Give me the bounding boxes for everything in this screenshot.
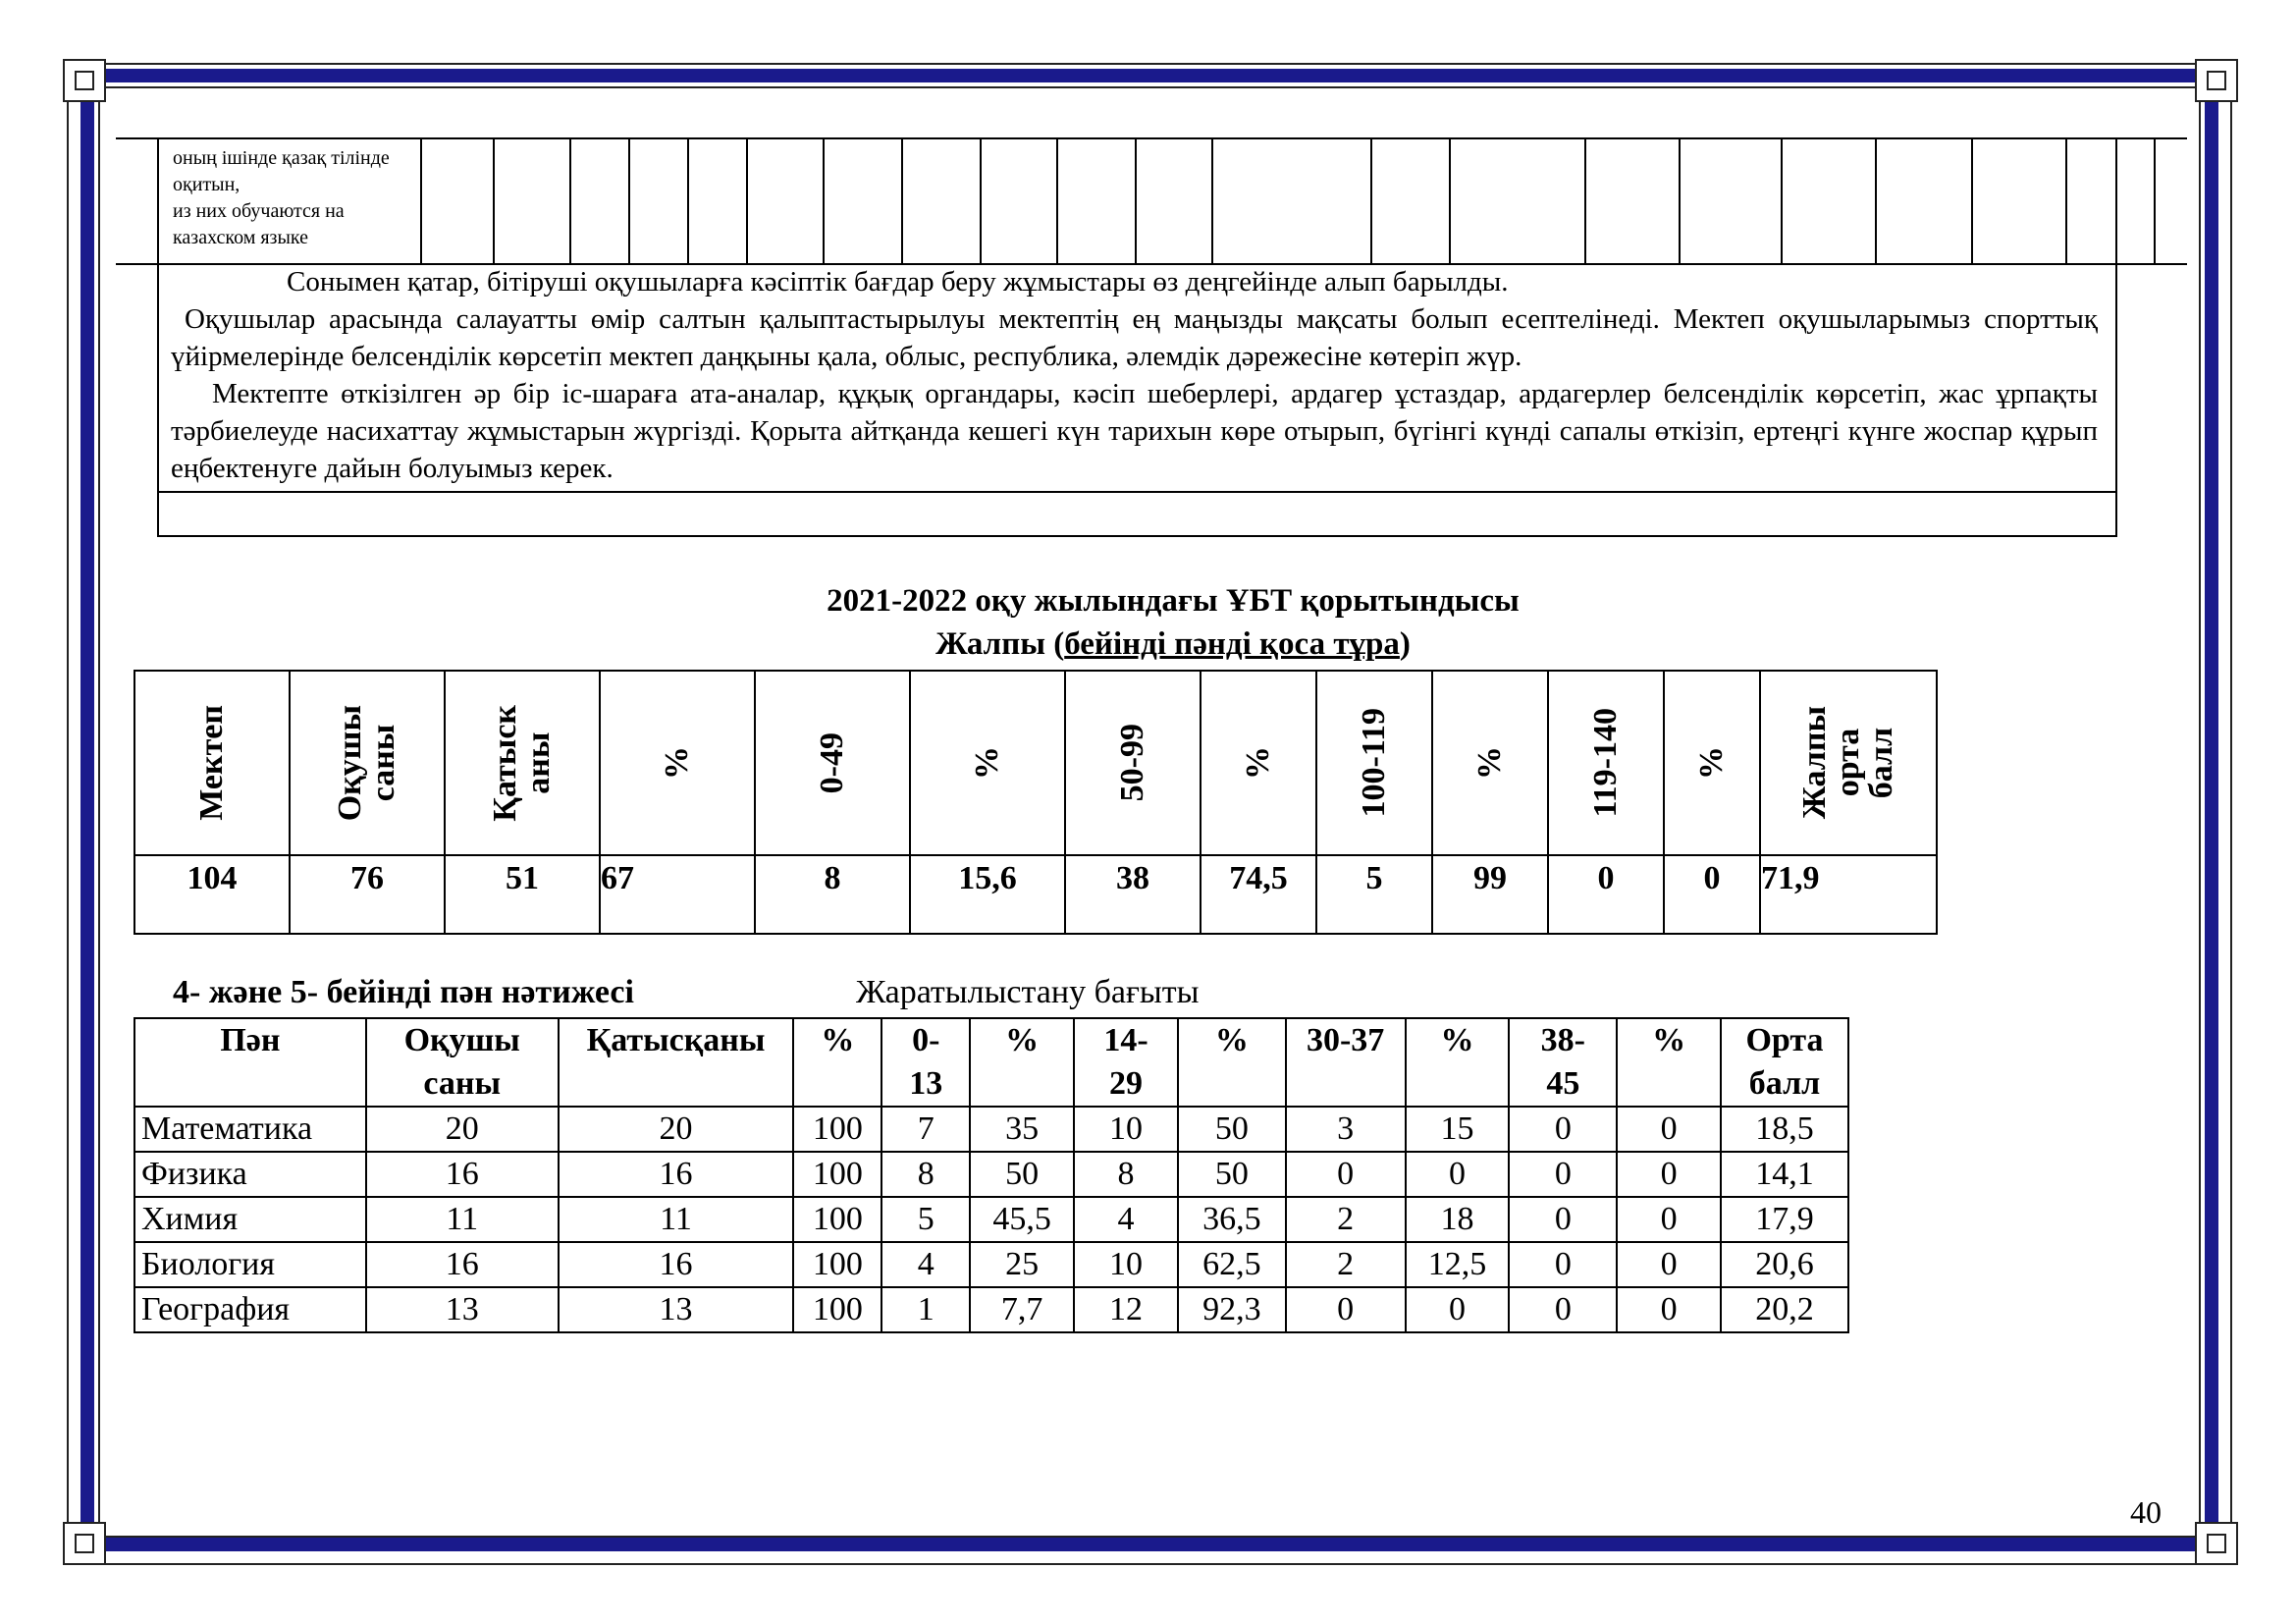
table-cell: 20 [559, 1107, 794, 1152]
table-cell: 4 [881, 1242, 970, 1287]
table-row [134, 1152, 1848, 1197]
corner-ornament-bl [63, 1522, 106, 1565]
corner-ornament-tl [63, 59, 106, 102]
subject-name-cell: География [134, 1287, 366, 1332]
empty-cell [689, 137, 748, 263]
header-cell: Оқушы саны [366, 1018, 559, 1107]
body-text [157, 263, 2117, 487]
subject-name-cell: Физика [134, 1152, 366, 1197]
table-cell: 0 [1286, 1287, 1406, 1332]
value-cell: 71,9 [1760, 855, 1937, 934]
results-title: 2021-2022 оқу жылындағы ҰБТ қорытындысы [827, 583, 1520, 619]
table-row [134, 1242, 1848, 1287]
results-subtitle [0, 626, 2296, 663]
value-cell: 76 [290, 855, 445, 934]
overall-value-row [134, 855, 1937, 934]
table-cell: 8 [1074, 1152, 1178, 1197]
value-cell: 15,6 [910, 855, 1065, 934]
table-row [134, 1107, 1848, 1152]
table-cell: 100 [793, 1152, 881, 1197]
direction-label: Жаратылыстану бағыты [856, 974, 1200, 1010]
subject-header-row [134, 1018, 1848, 1107]
table-cell: 16 [366, 1152, 559, 1197]
table-cell: 50 [1178, 1107, 1286, 1152]
overall-header-row [134, 671, 1937, 855]
table-cell: 0 [1509, 1107, 1617, 1152]
subject-name-cell: Биология [134, 1242, 366, 1287]
empty-cell [1213, 137, 1372, 263]
header-cell: 0- 13 [881, 1018, 970, 1107]
table-cell: 25 [970, 1242, 1074, 1287]
table-cell: 45,5 [970, 1197, 1074, 1242]
table-cell: 16 [559, 1242, 794, 1287]
value-cell: 51 [445, 855, 600, 934]
value-cell: 0 [1548, 855, 1664, 934]
value-cell: 104 [134, 855, 290, 934]
table-cell: 1 [881, 1287, 970, 1332]
header-cell: 38- 45 [1509, 1018, 1617, 1107]
empty-cell [1877, 137, 1973, 263]
table-cell: 18 [1406, 1197, 1510, 1242]
table-cell: 20,6 [1721, 1242, 1848, 1287]
value-cell: 74,5 [1201, 855, 1316, 934]
empty-cell [495, 137, 571, 263]
paragraph: Мектепте өткізілген әр бір іс-шараға ата-аналар, құқық органдары, кәсіп шеберлері, ардагер ұстаздар, ардагерлер белсенділік көрсетіп, жас ұрпақты тәрбиелеуде насихаттау жұмыстарын жүргізді. Қорыта айтқанда кешегі күн тарихын көре отырып, бүгінгі күнді сапалы өткізіп, ертеңгі күнге жоспар құрып еңбектенуге дайын болуымыз керек. [171, 378, 2098, 484]
table-cell: 92,3 [1178, 1287, 1286, 1332]
table-cell: 0 [1509, 1242, 1617, 1287]
header-cell: % [1178, 1018, 1286, 1107]
empty-row-divider [157, 491, 2117, 493]
table-cell: 0 [1286, 1152, 1406, 1197]
table-cell: 16 [559, 1152, 794, 1197]
empty-cell [1372, 137, 1451, 263]
table-cell: 0 [1509, 1287, 1617, 1332]
empty-cell [1783, 137, 1877, 263]
empty-cell [1586, 137, 1681, 263]
table-cell: 0 [1406, 1152, 1510, 1197]
table-cell: 17,9 [1721, 1197, 1848, 1242]
paragraph: Оқушылар арасында салауатты өмір салтын қалыптастырылуы мектептің ең маңызды мақсаты болып есептелінеді. Мектеп оқушыларымыз спорттық үйірмелерінде белсенділік көрсетіп мектеп даңқыны қала, облыс, республика, әлемдік дәрежесіне көтеріп жүр. [171, 303, 2098, 372]
corner-ornament-tr [2195, 59, 2238, 102]
header-cell: Пән [134, 1018, 366, 1107]
empty-cell [1058, 137, 1137, 263]
empty-cell [903, 137, 982, 263]
header-cell: Жалпы орта балл [1760, 671, 1937, 855]
value-cell: 38 [1065, 855, 1201, 934]
table-cell: 12,5 [1406, 1242, 1510, 1287]
table-cell: 10 [1074, 1107, 1178, 1152]
table-cell: 8 [881, 1152, 970, 1197]
header-cell: 100-119 [1316, 671, 1432, 855]
header-cell: % [910, 671, 1065, 855]
empty-cell [1681, 137, 1783, 263]
empty-cell [982, 137, 1058, 263]
header-cell: Қатысқаны [559, 1018, 794, 1107]
header-cell: 50-99 [1065, 671, 1201, 855]
subtitle-prefix: Жалпы ( [935, 626, 1065, 662]
table-cell: 14,1 [1721, 1152, 1848, 1197]
row-header-line: оқитын, [173, 174, 240, 195]
empty-cell [422, 137, 495, 263]
table-cell: 2 [1286, 1197, 1406, 1242]
table-cell: 11 [366, 1197, 559, 1242]
table-cell: 12 [1074, 1287, 1178, 1332]
table-cell: 100 [793, 1107, 881, 1152]
table-cell: 11 [559, 1197, 794, 1242]
table-cell: 0 [1617, 1287, 1721, 1332]
header-cell: Мектеп [134, 671, 290, 855]
subtitle-underlined: бейінді пәнді қоса тұра [1064, 626, 1400, 662]
overall-results-table [133, 670, 1938, 935]
value-cell: 99 [1432, 855, 1548, 934]
row-header-line: казахском языке [173, 227, 308, 248]
table-cell: 18,5 [1721, 1107, 1848, 1152]
header-cell: Оқушы саны [290, 671, 445, 855]
table-cell: 100 [793, 1287, 881, 1332]
empty-cell [1451, 137, 1586, 263]
table-cell: 7 [881, 1107, 970, 1152]
table-cell: 0 [1617, 1152, 1721, 1197]
header-cell: Қатыск аны [445, 671, 600, 855]
section-label: 4- және 5- бейінді пән нәтижесі [173, 974, 634, 1010]
table-cell: 0 [1509, 1152, 1617, 1197]
table-cell: 4 [1074, 1197, 1178, 1242]
table-cell: 62,5 [1178, 1242, 1286, 1287]
table-cell: 100 [793, 1242, 881, 1287]
header-cell: % [1201, 671, 1316, 855]
table-cell: 36,5 [1178, 1197, 1286, 1242]
table-cell: 0 [1617, 1197, 1721, 1242]
empty-cell [630, 137, 689, 263]
table-cell: 20 [366, 1107, 559, 1152]
header-cell: % [793, 1018, 881, 1107]
empty-cell [825, 137, 903, 263]
header-cell: Орта балл [1721, 1018, 1848, 1107]
subject-name-cell: Математика [134, 1107, 366, 1152]
value-cell: 5 [1316, 855, 1432, 934]
subject-results-table [133, 1017, 1849, 1333]
empty-cell [1973, 137, 2067, 263]
empty-cell [2067, 137, 2156, 263]
empty-cell [1137, 137, 1213, 263]
value-cell: 0 [1664, 855, 1760, 934]
header-cell: % [1617, 1018, 1721, 1107]
header-cell: % [970, 1018, 1074, 1107]
table-cell: 0 [1617, 1107, 1721, 1152]
header-cell: 0-49 [755, 671, 910, 855]
table-cell: 3 [1286, 1107, 1406, 1152]
empty-cell [748, 137, 825, 263]
header-cell: % [1406, 1018, 1510, 1107]
corner-ornament-br [2195, 1522, 2238, 1565]
value-cell: 8 [755, 855, 910, 934]
table-cell: 7,7 [970, 1287, 1074, 1332]
header-cell: % [1432, 671, 1548, 855]
header-cell: % [1664, 671, 1760, 855]
paragraph: Сонымен қатар, бітіруші оқушыларға кәсіптік бағдар беру жұмыстары өз деңгейінде алып барылды. [287, 266, 1509, 298]
page-number: 40 [2130, 1494, 2162, 1530]
row-header-cell [157, 137, 422, 263]
table-cell: 0 [1406, 1287, 1510, 1332]
header-cell: 14- 29 [1074, 1018, 1178, 1107]
value-cell: 67 [600, 855, 755, 934]
table-cell: 100 [793, 1197, 881, 1242]
continuation-table-row [157, 137, 2156, 263]
table-cell: 15 [1406, 1107, 1510, 1152]
table-cell: 5 [881, 1197, 970, 1242]
table-row [134, 1197, 1848, 1242]
table-cell: 35 [970, 1107, 1074, 1152]
header-cell: % [600, 671, 755, 855]
table-cell: 0 [1509, 1197, 1617, 1242]
table-cell: 13 [559, 1287, 794, 1332]
table-cell: 0 [1617, 1242, 1721, 1287]
table-cell: 50 [970, 1152, 1074, 1197]
subject-name-cell: Химия [134, 1197, 366, 1242]
table-cell: 10 [1074, 1242, 1178, 1287]
row-header-line: оның ішінде қазақ тілінде [173, 147, 390, 169]
header-cell: 119-140 [1548, 671, 1664, 855]
row-header-line: из них обучаются на [173, 200, 345, 222]
table-cell: 50 [1178, 1152, 1286, 1197]
subtitle-suffix: ) [1399, 626, 1411, 662]
header-cell: 30-37 [1286, 1018, 1406, 1107]
table-row [134, 1287, 1848, 1332]
table-cell: 16 [366, 1242, 559, 1287]
table-cell: 2 [1286, 1242, 1406, 1287]
empty-cell [571, 137, 630, 263]
table-cell: 13 [366, 1287, 559, 1332]
table-cell: 20,2 [1721, 1287, 1848, 1332]
